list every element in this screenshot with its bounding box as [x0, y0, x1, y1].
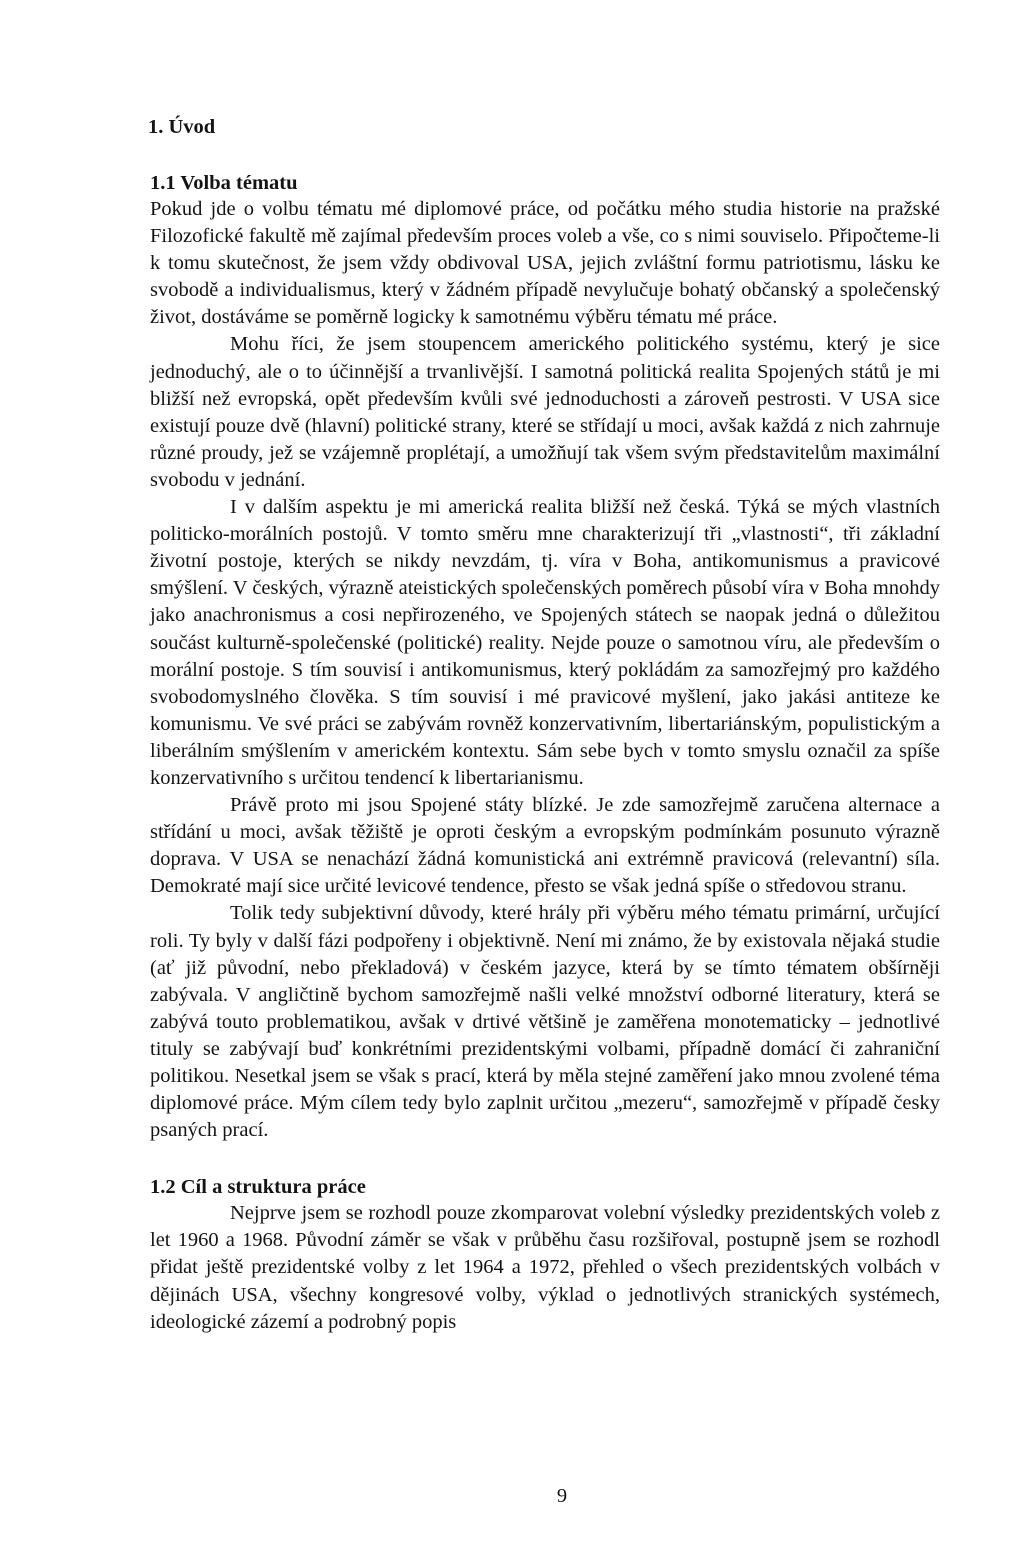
- paragraph: Mohu říci, že jsem stoupencem amerického politického systému, který je sice jednoduchý, ale o to účinnější a trvanlivější. I samotná politická realita Spojených států je mi bližší než evropská, opět především kvůli své jednoduchosti a zároveň pestrosti. V USA sice existují pouze dvě (hlavní) politické strany, které se střídají u moci, avšak každá z nich zahrnuje různé proudy, jež se vzájemně proplétají, a umožňují tak všem svým představitelům maximální svobodu v jednání.: [150, 333, 940, 491]
- section-heading: 1.2 Cíl a struktura práce: [150, 1176, 366, 1199]
- section-spacer: [150, 1144, 940, 1174]
- section-goals-structure: [150, 1174, 940, 1335]
- paragraph: Pokud jde o volbu tématu mé diplomové práce, od počátku mého studia historie na pražské Filozofické fakultě mě zajímal především proces voleb a vše, co s nimi souviselo. Připočteme-li k tomu skutečnost, že jsem vždy obdivoval USA, jejich zvláštní formu patriotismu, lásku ke svobodě a individualismus, který v žádném případě nevylučuje bohatý občanský a společenský život, dostáváme se poměrně logicky k samotnému výběru tématu mé práce.: [150, 198, 940, 329]
- paragraph: Právě proto mi jsou Spojené státy blízké. Je zde samozřejmě zaručena alternace a střídání u moci, avšak těžiště je oproti českým a evropským podmínkám posunuto výrazně doprava. V USA se nenachází žádná komunistická ani extrémně pravicová (relevantní) síla. Demokraté mají sice určité levicové tendence, přesto se však jedná spíše o středovou stranu.: [150, 794, 940, 898]
- page-number: 9: [556, 1485, 568, 1507]
- text-column: [150, 114, 940, 1336]
- paragraph: I v dalším aspektu je mi americká realita bližší než česká. Týká se mých vlastních politicko-morálních postojů. V tomto směru mne charakterizují tři „vlastnosti“, tři základní životní postoje, kterých se nikdy nevzdám, tj. víra v Boha, antikomunismus a pravicové smýšlení. V českých, výrazně ateistických společenských poměrech působí víra v Boha mnohdy jako anachronismus a cosi nepřirozeného, ve Spojených státech se naopak jedná o důležitou součást kulturně-společenské (politické) reality. Nejde pouze o samotnou víru, ale především o morální postoje. S tím souvisí i antikomunismus, který pokládám za samozřejmý pro každého svobodomyslného člověka. S tím souvisí i mé pravicové myšlení, jako jakási antiteze ke komunismu. Ve své práci se zabývám rovněž konzervativním, libertariánským, populistickým a liberálním smýšlením v americkém kontextu. Sám sebe bych v tomto smyslu označil za spíše konzervativního s určitou tendencí k libertarianismu.: [150, 496, 941, 789]
- paragraph: Tolik tedy subjektivní důvody, které hrály při výběru mého tématu primární, určující roli. Ty byly v další fázi podpořeny i objektivně. Není mi známo, že by existovala nějaká studie (ať již původní, nebo překladová) v českém jazyce, která by se tímto tématem obšírněji zabývala. V angličtině bychom samozřejmě našli velké množství odborné literatury, která se zabývá touto problematikou, avšak v drtivé většině je zaměřena monotematicky – jednotlivé tituly se zabývají buď konkrétními prezidentskými volbami, případně domácí či zahraniční politikou. Nesetkal jsem se však s prací, která by měla stejné zaměření jako mnou zvolené téma diplomové práce. Mým cílem tedy bylo zaplnit určitou „mezeru“, samozřejmě v případě česky psaných prací.: [150, 902, 940, 1142]
- section-topic-choice: [150, 170, 940, 1144]
- paragraph: Nejprve jsem se rozhodl pouze zkomparovat volební výsledky prezidentských voleb z let 1960 a 1968. Původní záměr se však v průběhu času rozšiřoval, postupně jsem se rozhodl přidat ještě prezidentské volby z let 1964 a 1972, přehled o všech prezidentských volbách v dějinách USA, všechny kongresové volby, výklad o jednotlivých stranických systémech, ideologické zázemí a podrobný popis: [150, 1202, 940, 1333]
- section-heading: 1.1 Volba tématu: [150, 172, 298, 194]
- chapter-title: 1. Úvod: [148, 116, 216, 138]
